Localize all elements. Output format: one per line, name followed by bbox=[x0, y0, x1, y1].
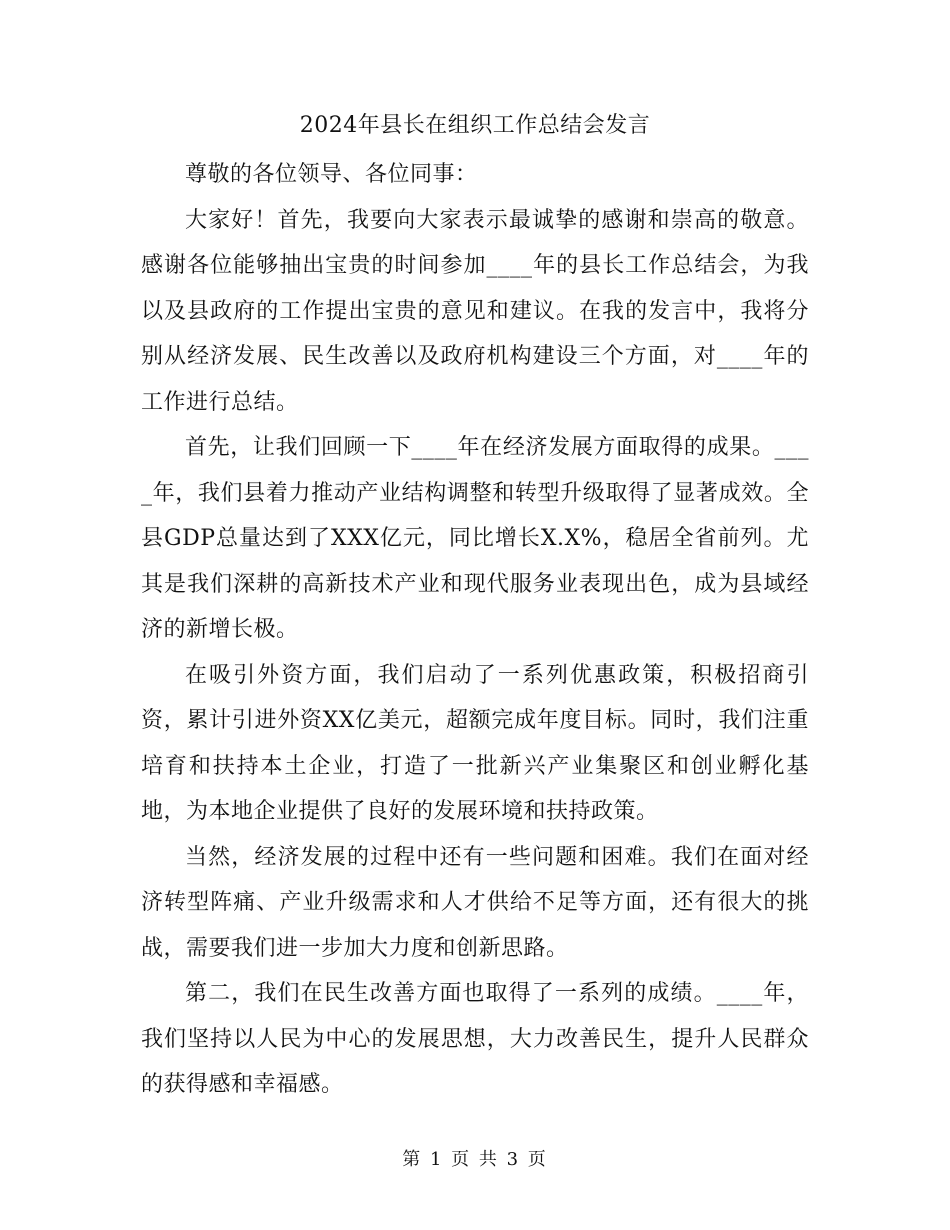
salutation-paragraph: 尊敬的各位领导、各位同事： bbox=[185, 162, 478, 187]
body-paragraph: 第二，我们在民生改善方面也取得了一系列的成绩。____年，我们坚持以人民为中心的发展思想，大力改善民生，提升人民群众的获得感和幸福感。 bbox=[141, 981, 809, 1097]
page-number-footer: 第 1 页 共 3 页 bbox=[402, 1149, 548, 1170]
body-paragraph: 当然，经济发展的过程中还有一些问题和困难。我们在面对经济转型阵痛、产业升级需求和人才供给不足等方面，还有很大的挑战，需要我们进一步加大力度和创新思路。 bbox=[141, 844, 809, 961]
document-title: 2024年县长在组织工作总结会发言 bbox=[299, 113, 651, 138]
body-paragraph: 首先，让我们回顾一下____年在经济发展方面取得的成果。____年，我们县着力推动产业结构调整和转型升级取得了显著成效。全县GDP总量达到了XXX亿元，同比增长X.X%，稳居全省前列。尤其是我们深耕的高新技术产业和现代服务业表现出色，成为县域经济的新增长极。 bbox=[141, 435, 809, 642]
body-paragraph: 在吸引外资方面，我们启动了一系列优惠政策，积极招商引资，累计引进外资XX亿美元，超额完成年度目标。同时，我们注重培育和扶持本土企业，打造了一批新兴产业集聚区和创业孵化基地，为本地企业提供了良好的发展环境和扶持政策。 bbox=[141, 662, 809, 824]
body-paragraph: 大家好！首先，我要向大家表示最诚挚的感谢和崇高的敬意。感谢各位能够抽出宝贵的时间参加____年的县长工作总结会，为我以及县政府的工作提出宝贵的意见和建议。在我的发言中，我将分别从经济发展、民生改善以及政府机构建设三个方面，对____年的工作进行总结。 bbox=[141, 207, 809, 415]
document-body bbox=[141, 152, 809, 1108]
